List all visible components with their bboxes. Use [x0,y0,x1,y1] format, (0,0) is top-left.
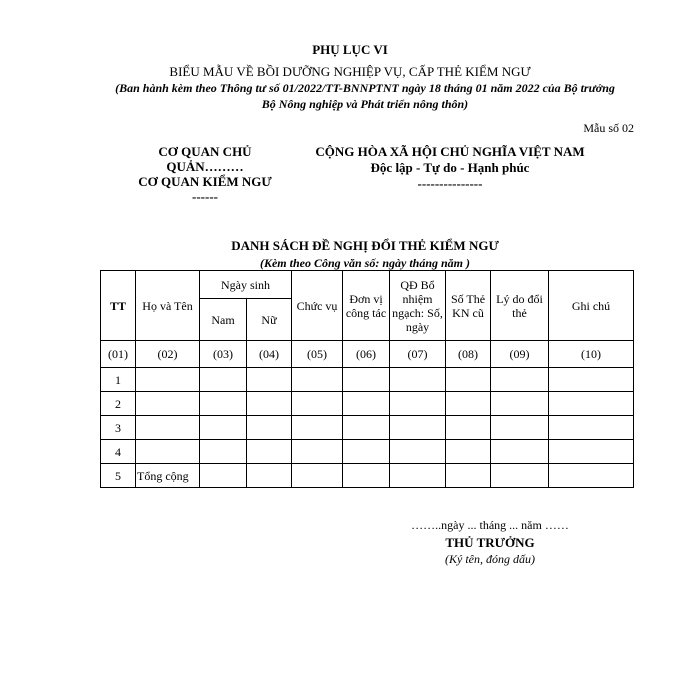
nation-name: CỘNG HÒA XÃ HỘI CHỦ NGHĨA VIỆT NAM [315,144,585,159]
cell-decision [390,440,446,464]
cell-position [292,464,343,488]
cell-female [247,416,292,440]
cell-position [292,368,343,392]
cell-name [136,368,200,392]
cell-decision [390,368,446,392]
column-number-row [101,341,634,368]
col-number: (02) [136,341,200,368]
table-header-row-1 [101,271,634,299]
cell-reason [491,392,549,416]
col-number: (09) [491,341,549,368]
cell-unit [343,440,390,464]
cell-position [292,440,343,464]
cell-male [200,368,247,392]
col-number: (10) [549,341,634,368]
cell-male [200,416,247,440]
cell-name [136,440,200,464]
col-number: (07) [390,341,446,368]
document-subtitle: BIỂU MẪU VỀ BỒI DƯỠNG NGHIỆP VỤ, CẤP THẺ KIỂM NGƯ [169,64,531,79]
agency-line-3: CƠ QUAN KIỂM NGƯ [138,174,272,189]
col-number: (03) [200,341,247,368]
cell-card [446,368,491,392]
header-male: Nam [200,299,247,341]
row-number: 1 [101,368,136,392]
cell-unit [343,464,390,488]
cell-unit [343,392,390,416]
cell-card [446,464,491,488]
list-subtitle: (Kèm theo Công văn số: ngày tháng năm ) [259,256,471,270]
cell-note [549,368,634,392]
agency-block [110,144,300,204]
agency-line-4: ------ [192,189,218,204]
header-unit: Đơn vị công tác [343,271,390,341]
cell-reason [491,368,549,392]
form-number: Mẫu số 02 [583,121,634,135]
list-title: DANH SÁCH ĐỀ NGHỊ ĐỔI THẺ KIỂM NGƯ [231,238,499,253]
table-row [101,392,634,416]
appendix-title: PHỤ LỤC VI [312,42,388,57]
header-name: Họ và Tên [136,271,200,341]
cell-note [549,464,634,488]
cell-note [549,416,634,440]
col-number: (08) [446,341,491,368]
cell-male [200,440,247,464]
header-card: Số Thẻ KN cũ [446,271,491,341]
cell-decision [390,392,446,416]
cell-male [200,392,247,416]
cell-decision [390,416,446,440]
card-renewal-table [100,270,634,488]
row-number: 3 [101,416,136,440]
cell-unit [343,416,390,440]
cell-note [549,392,634,416]
table-row [101,416,634,440]
cell-reason [491,440,549,464]
cell-female [247,368,292,392]
header-female: Nữ [247,299,292,341]
cell-card [446,440,491,464]
cell-male [200,464,247,488]
national-motto-block [300,144,600,192]
row-number: 4 [101,440,136,464]
cell-female [247,440,292,464]
signature-date: ……..ngày ... tháng ... năm …… [411,518,569,532]
header-dob: Ngày sinh [200,271,292,299]
cell-female [247,392,292,416]
issuance-note: (Ban hành kèm theo Thông tư số 01/2022/TT-BNNPTNT ngày 18 tháng 01 năm 2022 của Bộ trưởng Bộ Nông nghiệp và Phát triển nông thôn) [115,81,615,111]
cell-position [292,392,343,416]
cell-name [136,392,200,416]
signature-note: (Ký tên, đóng dấu) [445,552,535,566]
header-position: Chức vụ [292,271,343,341]
header-tt: TT [101,271,136,341]
nation-divider: --------------- [417,176,483,191]
signature-title: THỦ TRƯỞNG [445,535,535,550]
col-number: (01) [101,341,136,368]
col-number: (06) [343,341,390,368]
cell-card [446,392,491,416]
total-label: Tổng cộng [136,464,200,488]
cell-note [549,440,634,464]
row-number: 2 [101,392,136,416]
nation-motto: Độc lập - Tự do - Hạnh phúc [370,160,530,175]
header-reason: Lý do đổi thẻ [491,271,549,341]
header-note: Ghi chú [549,271,634,341]
cell-reason [491,464,549,488]
table-row [101,440,634,464]
col-number: (05) [292,341,343,368]
cell-position [292,416,343,440]
table-row-total [101,464,634,488]
cell-name [136,416,200,440]
agency-line-2: QUẢN……… [166,159,244,174]
col-number: (04) [247,341,292,368]
header-decision: QĐ Bổ nhiệm ngạch: Số, ngày [390,271,446,341]
cell-decision [390,464,446,488]
row-number: 5 [101,464,136,488]
agency-line-1: CƠ QUAN CHỦ [158,144,252,159]
table-row [101,368,634,392]
cell-card [446,416,491,440]
cell-reason [491,416,549,440]
cell-unit [343,368,390,392]
cell-female [247,464,292,488]
